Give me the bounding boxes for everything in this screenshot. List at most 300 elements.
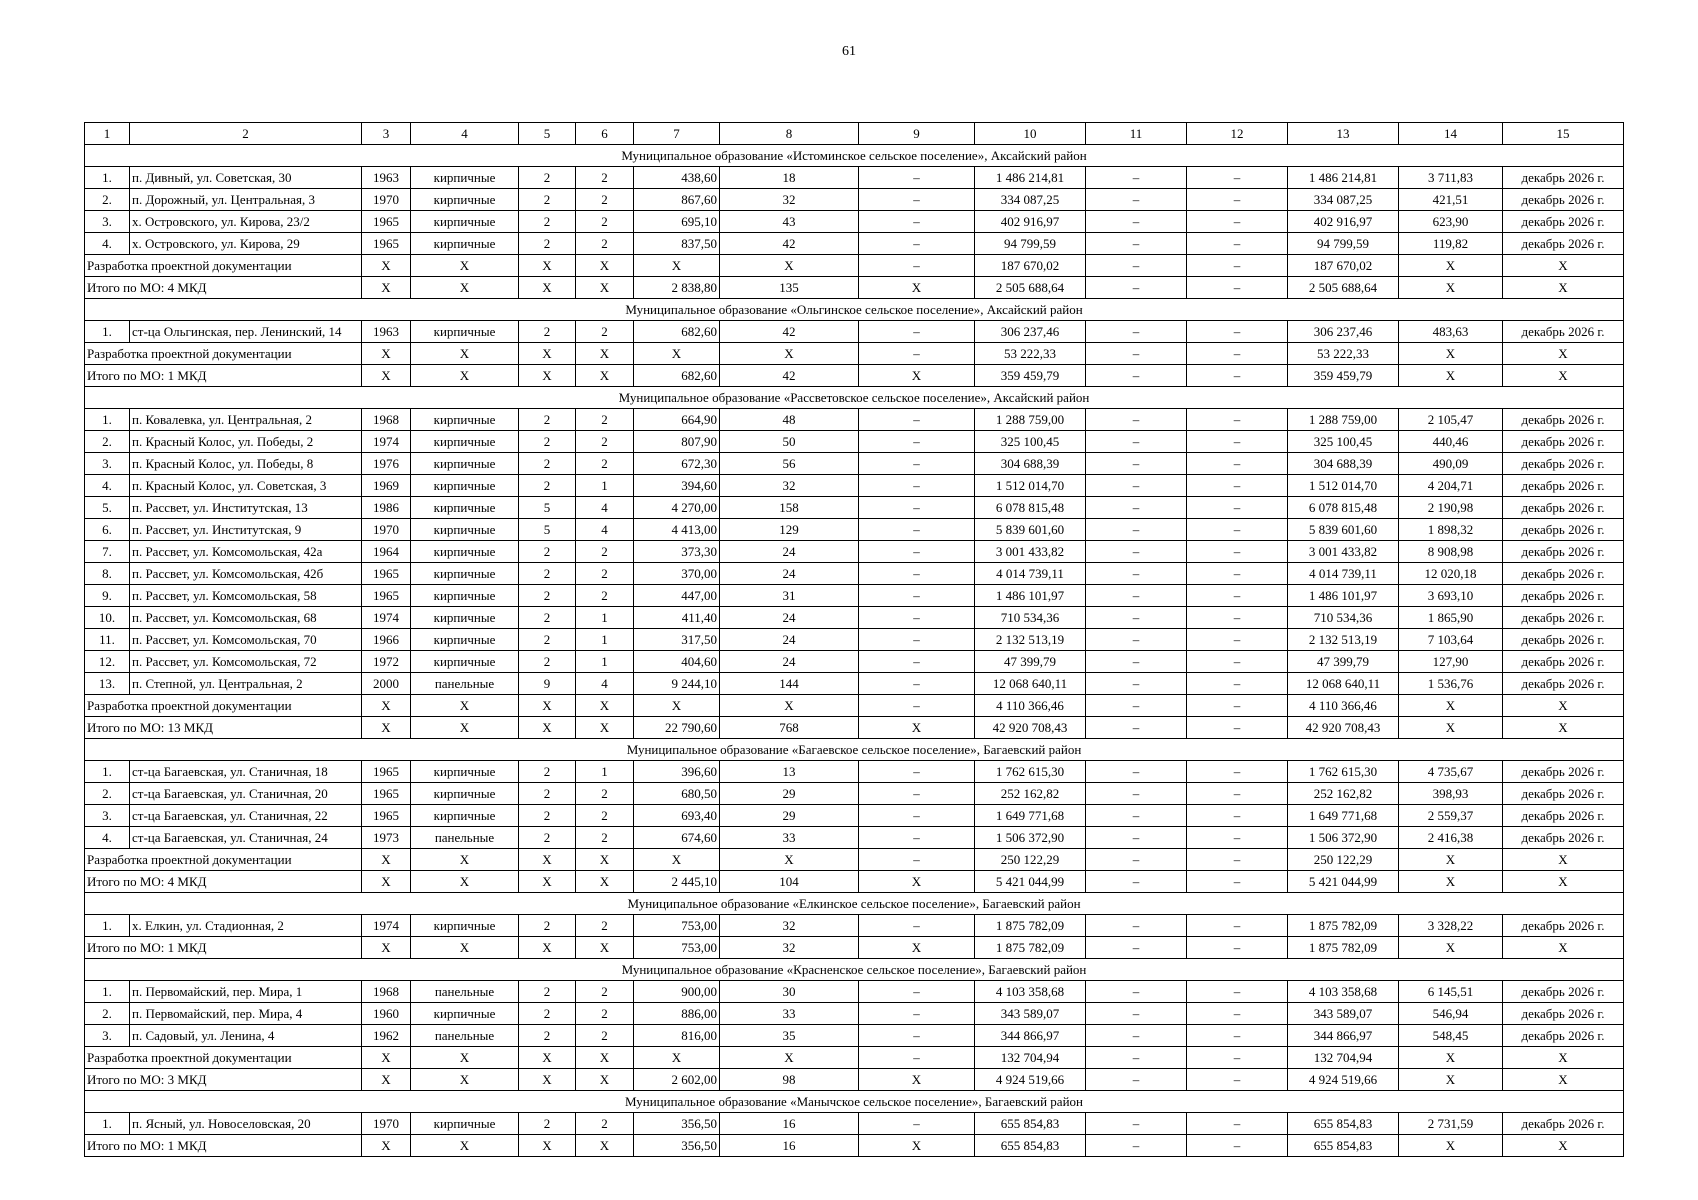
cell-c14: 127,90 (1399, 651, 1503, 673)
cell-c14: 4 204,71 (1399, 475, 1503, 497)
page-number: 61 (842, 44, 856, 59)
cell-c11: – (1086, 1135, 1187, 1157)
cell-floors: 2 (519, 585, 576, 607)
cell-cost: 1 486 214,81 (975, 167, 1086, 189)
cell-c6: X (576, 277, 634, 299)
cell-c9: – (859, 497, 975, 519)
cell-c13: 1 512 014,70 (1288, 475, 1399, 497)
cell-mat: кирпичные (411, 321, 519, 343)
cell-c11: – (1086, 849, 1187, 871)
cell-res: 129 (720, 519, 859, 541)
cell-c15: X (1503, 849, 1624, 871)
cell-c14: 1 898,32 (1399, 519, 1503, 541)
design-docs-row (85, 849, 1624, 871)
cell-c9: – (859, 585, 975, 607)
cell-c12: – (1187, 585, 1288, 607)
cell-c12: – (1187, 717, 1288, 739)
cell-c15: декабрь 2026 г. (1503, 761, 1624, 783)
cell-cost: 5 839 601,60 (975, 519, 1086, 541)
cell-c11: – (1086, 189, 1187, 211)
table-row (85, 1113, 1624, 1135)
cell-c10: 53 222,33 (975, 343, 1086, 365)
cell-c12: – (1187, 1135, 1288, 1157)
cell-c8: X (720, 695, 859, 717)
cell-entr: 2 (576, 453, 634, 475)
cell-area: 4 413,00 (634, 519, 720, 541)
cell-c15: декабрь 2026 г. (1503, 497, 1624, 519)
table-row (85, 167, 1624, 189)
column-header: 10 (975, 123, 1086, 145)
cell-c7: 682,60 (634, 365, 720, 387)
cell-c9: – (859, 1025, 975, 1047)
cell-addr: п. Красный Колос, ул. Советская, 3 (130, 475, 362, 497)
cell-cost: 1 762 615,30 (975, 761, 1086, 783)
cell-cost: 4 103 358,68 (975, 981, 1086, 1003)
cell-c12: – (1187, 343, 1288, 365)
cell-c11: – (1086, 629, 1187, 651)
cell-c12: – (1187, 211, 1288, 233)
housing-repair-table (84, 122, 1624, 1157)
cell-floors: 2 (519, 827, 576, 849)
cell-c13: 5 839 601,60 (1288, 519, 1399, 541)
cell-c9: – (859, 233, 975, 255)
cell-c11: – (1086, 431, 1187, 453)
cell-n: 1. (85, 981, 130, 1003)
subtotal-row (85, 1069, 1624, 1091)
cell-c11: – (1086, 233, 1187, 255)
cell-cost: 94 799,59 (975, 233, 1086, 255)
cell-area: 4 270,00 (634, 497, 720, 519)
cell-area: 9 244,10 (634, 673, 720, 695)
cell-floors: 2 (519, 651, 576, 673)
cell-c5: X (519, 1069, 576, 1091)
cell-addr: ст-ца Багаевская, ул. Станичная, 18 (130, 761, 362, 783)
cell-c14: 3 693,10 (1399, 585, 1503, 607)
municipality-title: Муниципальное образование «Красненское сельское поселение», Багаевский район (85, 959, 1624, 981)
cell-c12: – (1187, 827, 1288, 849)
cell-c15: декабрь 2026 г. (1503, 409, 1624, 431)
cell-area: 682,60 (634, 321, 720, 343)
cell-cost: 252 162,82 (975, 783, 1086, 805)
cell-c7: X (634, 255, 720, 277)
cell-entr: 2 (576, 915, 634, 937)
cell-area: 816,00 (634, 1025, 720, 1047)
cell-c6: X (576, 871, 634, 893)
table-row (85, 519, 1624, 541)
cell-floors: 2 (519, 167, 576, 189)
cell-addr: п. Садовый, ул. Ленина, 4 (130, 1025, 362, 1047)
cell-mat: кирпичные (411, 409, 519, 431)
cell-year: 1966 (362, 629, 411, 651)
cell-c13: 2 132 513,19 (1288, 629, 1399, 651)
cell-c9: – (859, 651, 975, 673)
municipality-heading-row (85, 893, 1624, 915)
cell-c14: X (1399, 1069, 1503, 1091)
cell-n: 2. (85, 431, 130, 453)
cell-floors: 2 (519, 805, 576, 827)
cell-c9: – (859, 255, 975, 277)
cell-year: 1965 (362, 233, 411, 255)
cell-addr: п. Дивный, ул. Советская, 30 (130, 167, 362, 189)
cell-c9: – (859, 783, 975, 805)
cell-area: 753,00 (634, 915, 720, 937)
table-body (85, 123, 1624, 1157)
cell-c11: – (1086, 1069, 1187, 1091)
cell-c15: декабрь 2026 г. (1503, 585, 1624, 607)
cell-addr: п. Ковалевка, ул. Центральная, 2 (130, 409, 362, 431)
cell-c15: декабрь 2026 г. (1503, 167, 1624, 189)
cell-c12: – (1187, 849, 1288, 871)
cell-c9: X (859, 1135, 975, 1157)
cell-c15: декабрь 2026 г. (1503, 915, 1624, 937)
cell-c11: – (1086, 277, 1187, 299)
table-row (85, 475, 1624, 497)
cell-year: 1965 (362, 563, 411, 585)
cell-n: 3. (85, 211, 130, 233)
cell-floors: 2 (519, 1113, 576, 1135)
cell-mat: кирпичные (411, 211, 519, 233)
cell-c15: декабрь 2026 г. (1503, 321, 1624, 343)
cell-entr: 2 (576, 431, 634, 453)
cell-entr: 2 (576, 981, 634, 1003)
cell-c9: X (859, 365, 975, 387)
cell-addr: ст-ца Багаевская, ул. Станичная, 22 (130, 805, 362, 827)
cell-c9: – (859, 189, 975, 211)
cell-mat: кирпичные (411, 189, 519, 211)
cell-c8: 42 (720, 365, 859, 387)
cell-floors: 2 (519, 761, 576, 783)
cell-cost: 6 078 815,48 (975, 497, 1086, 519)
cell-c8: 98 (720, 1069, 859, 1091)
cell-mat: кирпичные (411, 233, 519, 255)
cell-area: 886,00 (634, 1003, 720, 1025)
cell-c8: 135 (720, 277, 859, 299)
cell-floors: 2 (519, 475, 576, 497)
cell-c4: X (411, 365, 519, 387)
cell-c15: X (1503, 717, 1624, 739)
cell-area: 672,30 (634, 453, 720, 475)
cell-mat: панельные (411, 673, 519, 695)
cell-area: 438,60 (634, 167, 720, 189)
cell-c11: – (1086, 651, 1187, 673)
cell-res: 24 (720, 541, 859, 563)
cell-n: 6. (85, 519, 130, 541)
cell-c8: X (720, 255, 859, 277)
cell-c5: X (519, 365, 576, 387)
cell-c7: 753,00 (634, 937, 720, 959)
cell-entr: 2 (576, 541, 634, 563)
cell-mat: панельные (411, 1025, 519, 1047)
cell-floors: 2 (519, 981, 576, 1003)
cell-c11: – (1086, 981, 1187, 1003)
cell-c8: 768 (720, 717, 859, 739)
cell-c11: – (1086, 1025, 1187, 1047)
cell-c14: 398,93 (1399, 783, 1503, 805)
cell-c14: X (1399, 937, 1503, 959)
cell-year: 1960 (362, 1003, 411, 1025)
cell-c8: 16 (720, 1135, 859, 1157)
cell-c6: X (576, 1047, 634, 1069)
cell-c5: X (519, 695, 576, 717)
cell-c9: – (859, 343, 975, 365)
cell-floors: 2 (519, 1025, 576, 1047)
cell-c10: 5 421 044,99 (975, 871, 1086, 893)
cell-cost: 325 100,45 (975, 431, 1086, 453)
cell-cost: 1 512 014,70 (975, 475, 1086, 497)
cell-mat: панельные (411, 827, 519, 849)
cell-entr: 2 (576, 211, 634, 233)
cell-c6: X (576, 717, 634, 739)
cell-c7: X (634, 1047, 720, 1069)
cell-c14: 2 559,37 (1399, 805, 1503, 827)
cell-n: 4. (85, 827, 130, 849)
cell-addr: п. Первомайский, пер. Мира, 4 (130, 1003, 362, 1025)
cell-c15: декабрь 2026 г. (1503, 1113, 1624, 1135)
cell-mat: кирпичные (411, 563, 519, 585)
cell-entr: 1 (576, 629, 634, 651)
cell-n: 1. (85, 321, 130, 343)
cell-c13: 2 505 688,64 (1288, 277, 1399, 299)
cell-c12: – (1187, 431, 1288, 453)
cell-mat: кирпичные (411, 585, 519, 607)
design-label: Разработка проектной документации (85, 695, 362, 717)
cell-c14: 1 536,76 (1399, 673, 1503, 695)
cell-c14: X (1399, 1135, 1503, 1157)
cell-area: 373,30 (634, 541, 720, 563)
cell-c5: X (519, 1135, 576, 1157)
cell-n: 11. (85, 629, 130, 651)
cell-year: 1986 (362, 497, 411, 519)
cell-area: 317,50 (634, 629, 720, 651)
table-row (85, 453, 1624, 475)
cell-res: 18 (720, 167, 859, 189)
cell-c15: декабрь 2026 г. (1503, 475, 1624, 497)
cell-res: 29 (720, 805, 859, 827)
cell-c7: X (634, 343, 720, 365)
cell-area: 664,90 (634, 409, 720, 431)
cell-c12: – (1187, 233, 1288, 255)
cell-c10: 4 110 366,46 (975, 695, 1086, 717)
cell-addr: п. Рассвет, ул. Комсомольская, 42а (130, 541, 362, 563)
cell-entr: 2 (576, 783, 634, 805)
cell-cost: 1 486 101,97 (975, 585, 1086, 607)
cell-res: 50 (720, 431, 859, 453)
cell-c11: – (1086, 1003, 1187, 1025)
cell-c6: X (576, 1135, 634, 1157)
cell-c14: X (1399, 277, 1503, 299)
cell-year: 1965 (362, 783, 411, 805)
cell-c12: – (1187, 695, 1288, 717)
cell-c4: X (411, 1069, 519, 1091)
cell-cost: 1 875 782,09 (975, 915, 1086, 937)
cell-c15: декабрь 2026 г. (1503, 981, 1624, 1003)
cell-addr: х. Елкин, ул. Стадионная, 2 (130, 915, 362, 937)
cell-floors: 2 (519, 629, 576, 651)
cell-c13: 655 854,83 (1288, 1113, 1399, 1135)
cell-c4: X (411, 937, 519, 959)
cell-c12: – (1187, 365, 1288, 387)
cell-c5: X (519, 717, 576, 739)
cell-entr: 2 (576, 585, 634, 607)
cell-c9: – (859, 321, 975, 343)
cell-c15: декабрь 2026 г. (1503, 453, 1624, 475)
cell-c9: – (859, 563, 975, 585)
cell-c15: декабрь 2026 г. (1503, 189, 1624, 211)
subtotal-row (85, 937, 1624, 959)
cell-c15: декабрь 2026 г. (1503, 805, 1624, 827)
cell-entr: 2 (576, 805, 634, 827)
cell-c11: – (1086, 673, 1187, 695)
cell-mat: кирпичные (411, 519, 519, 541)
design-docs-row (85, 255, 1624, 277)
cell-floors: 2 (519, 321, 576, 343)
cell-area: 411,40 (634, 607, 720, 629)
cell-year: 1965 (362, 761, 411, 783)
subtotal-row (85, 365, 1624, 387)
total-label: Итого по МО: 3 МКД (85, 1069, 362, 1091)
cell-c12: – (1187, 673, 1288, 695)
cell-mat: кирпичные (411, 805, 519, 827)
cell-year: 1965 (362, 585, 411, 607)
cell-c12: – (1187, 1025, 1288, 1047)
cell-n: 2. (85, 783, 130, 805)
cell-c8: X (720, 1047, 859, 1069)
cell-c9: X (859, 1069, 975, 1091)
table-row (85, 981, 1624, 1003)
cell-year: 1969 (362, 475, 411, 497)
cell-c6: X (576, 1069, 634, 1091)
cell-cost: 47 399,79 (975, 651, 1086, 673)
cell-mat: кирпичные (411, 915, 519, 937)
cell-c9: X (859, 277, 975, 299)
cell-addr: ст-ца Багаевская, ул. Станичная, 24 (130, 827, 362, 849)
cell-cost: 1 649 771,68 (975, 805, 1086, 827)
cell-c11: – (1086, 1113, 1187, 1135)
column-header: 14 (1399, 123, 1503, 145)
cell-c3: X (362, 1069, 411, 1091)
cell-c11: – (1086, 783, 1187, 805)
cell-c13: 306 237,46 (1288, 321, 1399, 343)
cell-c12: – (1187, 1003, 1288, 1025)
total-label: Итого по МО: 4 МКД (85, 277, 362, 299)
cell-addr: п. Ясный, ул. Новоселовская, 20 (130, 1113, 362, 1135)
cell-n: 12. (85, 651, 130, 673)
column-header: 2 (130, 123, 362, 145)
cell-area: 900,00 (634, 981, 720, 1003)
cell-cost: 3 001 433,82 (975, 541, 1086, 563)
cell-entr: 2 (576, 827, 634, 849)
cell-cost: 710 534,36 (975, 607, 1086, 629)
cell-entr: 2 (576, 409, 634, 431)
cell-c11: – (1086, 365, 1187, 387)
table-row (85, 1003, 1624, 1025)
design-docs-row (85, 1047, 1624, 1069)
cell-c9: – (859, 1113, 975, 1135)
cell-c5: X (519, 871, 576, 893)
cell-c9: – (859, 519, 975, 541)
cell-c5: X (519, 343, 576, 365)
cell-c5: X (519, 1047, 576, 1069)
cell-c4: X (411, 1047, 519, 1069)
table-row (85, 651, 1624, 673)
cell-addr: п. Дорожный, ул. Центральная, 3 (130, 189, 362, 211)
cell-year: 1974 (362, 431, 411, 453)
cell-mat: кирпичные (411, 1113, 519, 1135)
cell-c8: 104 (720, 871, 859, 893)
cell-year: 1973 (362, 827, 411, 849)
cell-mat: кирпичные (411, 629, 519, 651)
cell-c12: – (1187, 651, 1288, 673)
table-row (85, 805, 1624, 827)
cell-c8: X (720, 343, 859, 365)
cell-c15: декабрь 2026 г. (1503, 211, 1624, 233)
cell-c13: 53 222,33 (1288, 343, 1399, 365)
cell-res: 24 (720, 607, 859, 629)
column-header: 15 (1503, 123, 1624, 145)
cell-floors: 2 (519, 607, 576, 629)
cell-addr: п. Рассвет, ул. Комсомольская, 42б (130, 563, 362, 585)
cell-c9: – (859, 761, 975, 783)
municipality-title: Муниципальное образование «Истоминское сельское поселение», Аксайский район (85, 145, 1624, 167)
cell-c3: X (362, 1047, 411, 1069)
cell-n: 1. (85, 409, 130, 431)
table-row (85, 563, 1624, 585)
cell-res: 33 (720, 827, 859, 849)
cell-cost: 334 087,25 (975, 189, 1086, 211)
cell-c15: декабрь 2026 г. (1503, 827, 1624, 849)
table-row (85, 673, 1624, 695)
cell-c9: – (859, 695, 975, 717)
cell-res: 43 (720, 211, 859, 233)
cell-c7: 356,50 (634, 1135, 720, 1157)
cell-c12: – (1187, 497, 1288, 519)
total-label: Итого по МО: 13 МКД (85, 717, 362, 739)
cell-n: 1. (85, 915, 130, 937)
cell-c4: X (411, 343, 519, 365)
cell-c11: – (1086, 717, 1187, 739)
cell-entr: 4 (576, 673, 634, 695)
cell-res: 42 (720, 233, 859, 255)
cell-c15: декабрь 2026 г. (1503, 1025, 1624, 1047)
cell-addr: х. Островского, ул. Кирова, 29 (130, 233, 362, 255)
cell-c5: X (519, 937, 576, 959)
cell-year: 1970 (362, 1113, 411, 1135)
municipality-title: Муниципальное образование «Ольгинское сельское поселение», Аксайский район (85, 299, 1624, 321)
cell-c8: 32 (720, 937, 859, 959)
cell-entr: 2 (576, 167, 634, 189)
cell-c9: – (859, 1047, 975, 1069)
cell-c13: 325 100,45 (1288, 431, 1399, 453)
cell-c15: декабрь 2026 г. (1503, 607, 1624, 629)
cell-mat: кирпичные (411, 431, 519, 453)
cell-year: 1970 (362, 519, 411, 541)
cell-c14: X (1399, 717, 1503, 739)
cell-c5: X (519, 255, 576, 277)
cell-n: 4. (85, 233, 130, 255)
cell-c4: X (411, 871, 519, 893)
cell-c13: 1 288 759,00 (1288, 409, 1399, 431)
cell-c10: 187 670,02 (975, 255, 1086, 277)
cell-res: 42 (720, 321, 859, 343)
cell-c3: X (362, 937, 411, 959)
cell-addr: п. Рассвет, ул. Институтская, 9 (130, 519, 362, 541)
cell-addr: ст-ца Багаевская, ул. Станичная, 20 (130, 783, 362, 805)
cell-c13: 5 421 044,99 (1288, 871, 1399, 893)
subtotal-row (85, 277, 1624, 299)
cell-c12: – (1187, 915, 1288, 937)
cell-c14: 119,82 (1399, 233, 1503, 255)
cell-c3: X (362, 695, 411, 717)
